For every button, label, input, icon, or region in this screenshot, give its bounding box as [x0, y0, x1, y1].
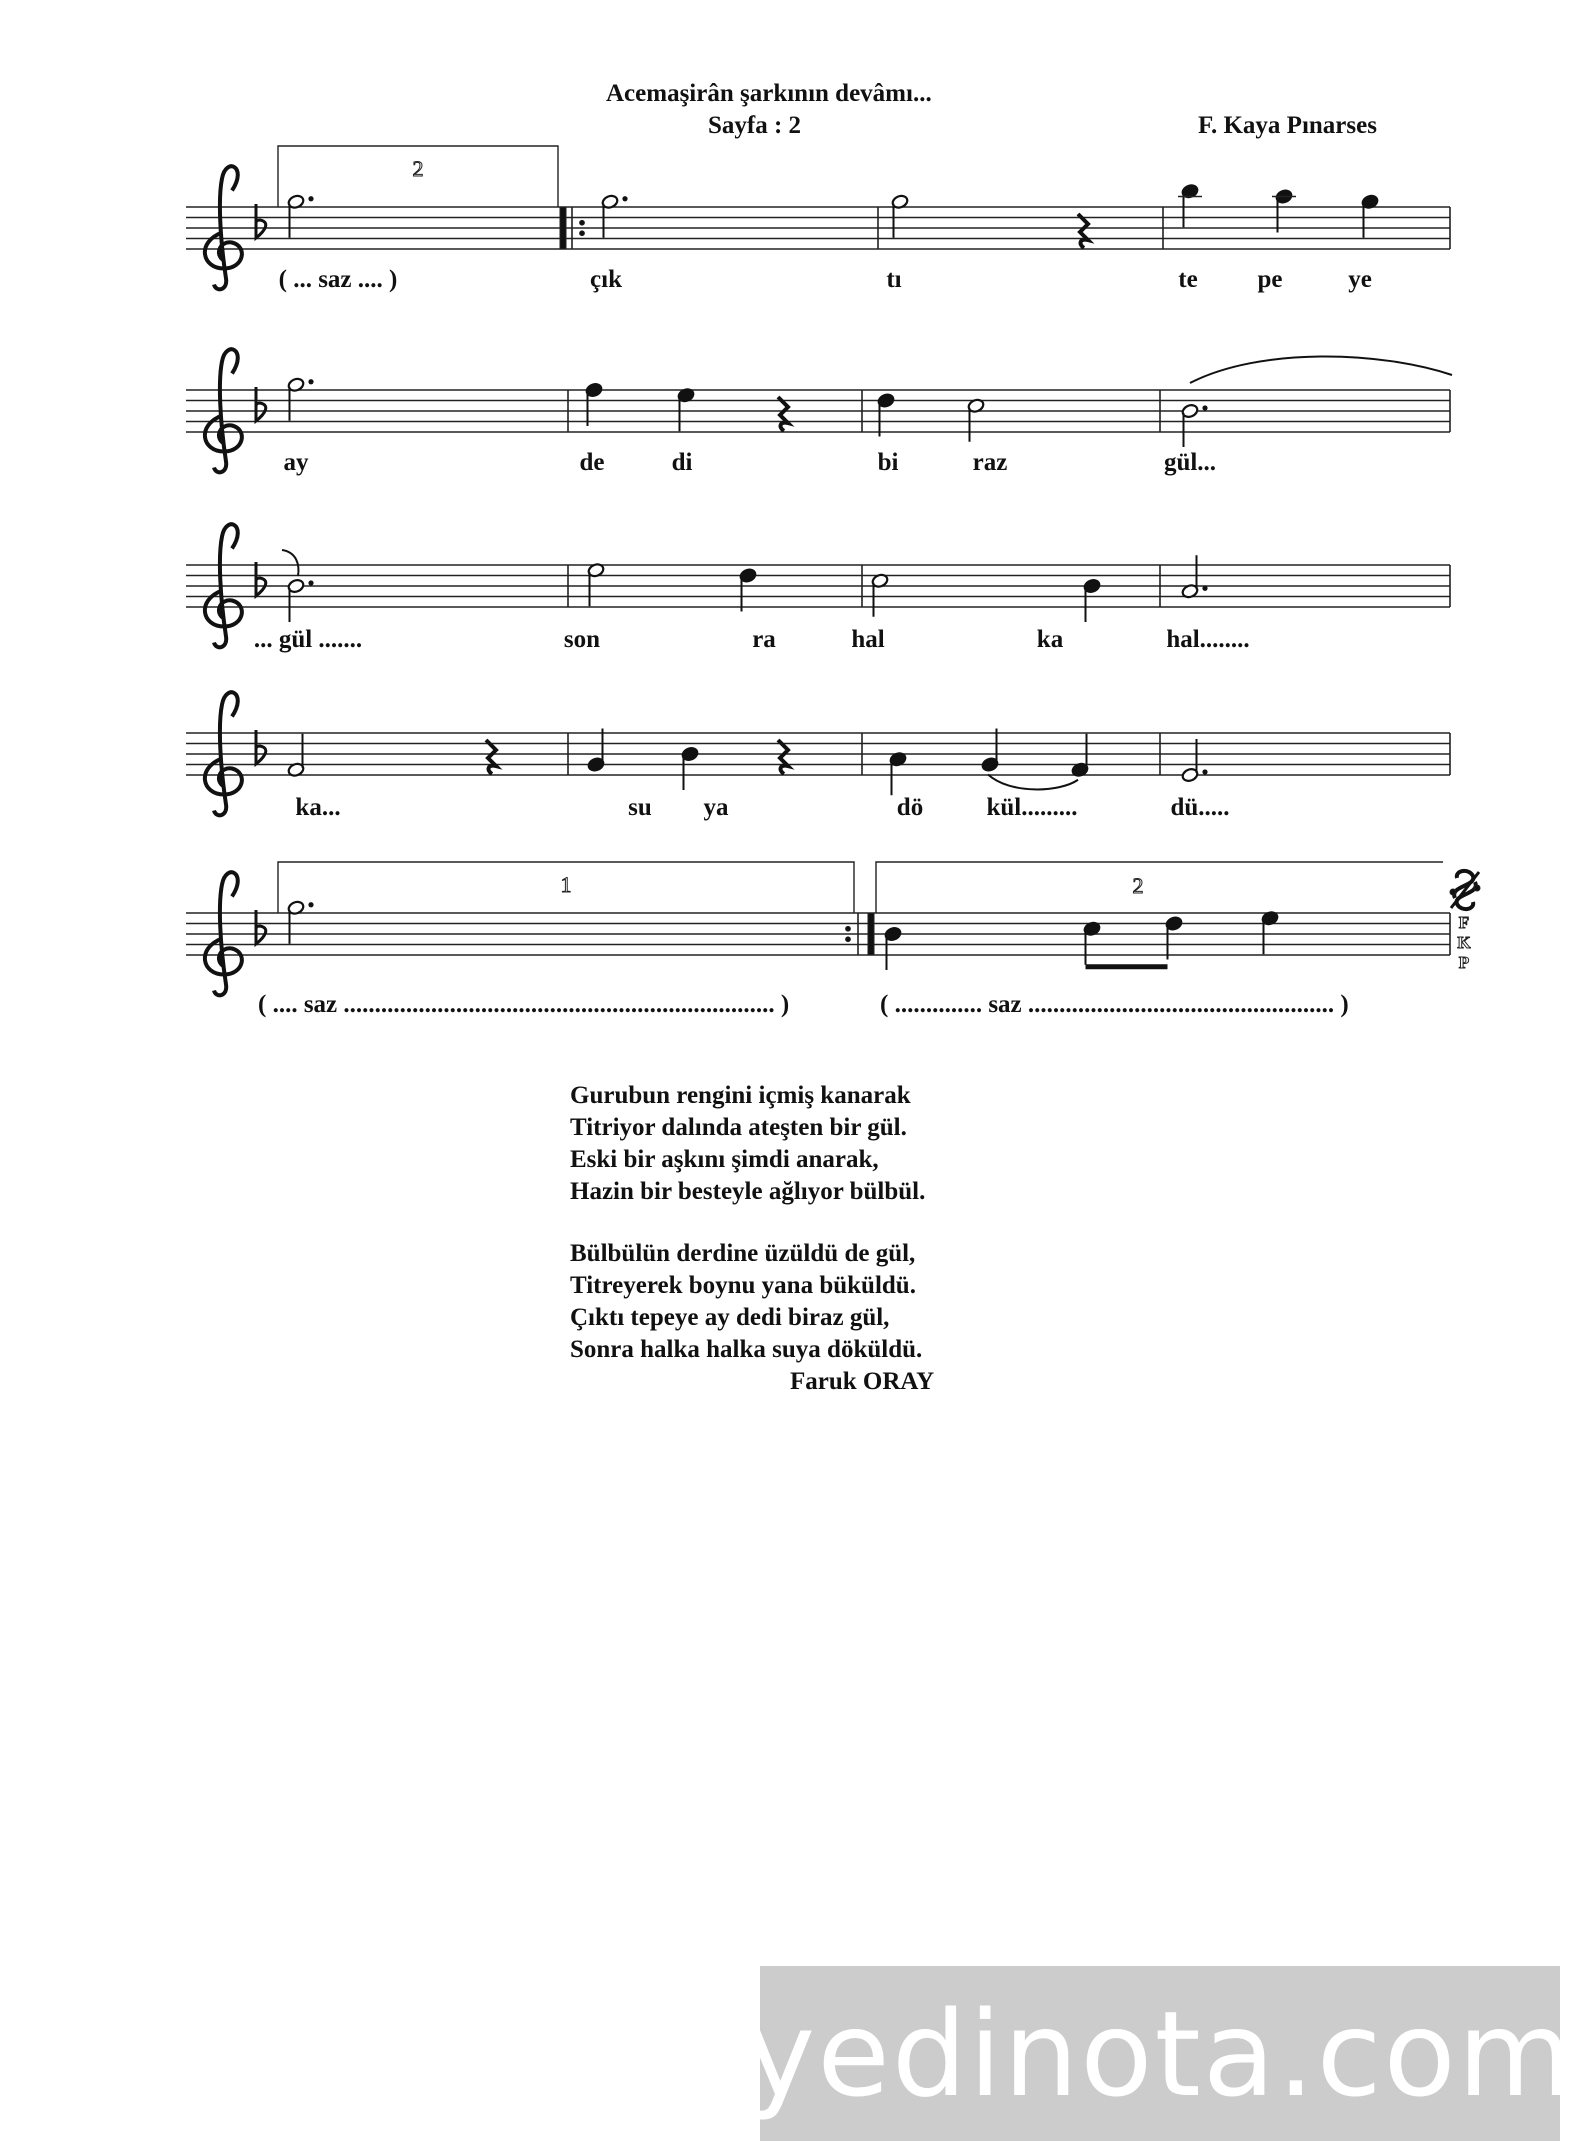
note [1071, 734, 1089, 778]
note-dot [1202, 405, 1207, 410]
lyric-syllable: te [1178, 266, 1198, 293]
flat-icon [256, 204, 266, 238]
lyric-syllable: ( .... saz ..................................................................... ) [258, 991, 790, 1018]
lyric-syllable: raz [972, 449, 1008, 476]
lyric-syllable: hal [851, 626, 885, 653]
note [1181, 739, 1208, 783]
flat-icon [256, 562, 266, 596]
poem-stanza-2 [570, 1238, 934, 1398]
note [1083, 578, 1101, 622]
lyric-syllable: ka [1036, 626, 1064, 653]
note [1361, 194, 1379, 238]
note [1165, 916, 1183, 960]
note [677, 387, 695, 431]
volta-bracket-number: 1 [560, 872, 572, 897]
song-title: Acemaşirân şarkının devâmı... [606, 80, 932, 107]
lyric-syllable: ra [752, 626, 776, 653]
repeat-dot [846, 937, 851, 942]
flat-icon [256, 730, 266, 764]
note-dot [308, 196, 313, 201]
poem-author: Faruk ORAY [790, 1368, 935, 1395]
note [287, 578, 314, 622]
lyric-syllable: ka... [295, 794, 341, 821]
note [681, 746, 699, 790]
poem-line: Sonra halka halka suya döküldü. [570, 1336, 923, 1363]
poem-line: Eski bir aşkını şimdi anarak, [570, 1146, 879, 1173]
poem-line: Bülbülün derdine üzüldü de gül, [570, 1240, 916, 1267]
note [884, 926, 902, 970]
repeat-bar [868, 913, 874, 955]
repeat-bar [560, 207, 566, 249]
volta-bracket-number: 2 [1132, 873, 1144, 898]
poem-line: Çıktı tepeye ay dedi biraz gül, [570, 1304, 890, 1331]
lyric-syllable: dü..... [1170, 794, 1230, 821]
volta-bracket [876, 862, 1443, 913]
lyric-syllable: pe [1257, 266, 1283, 293]
poem-line: Hazin bir besteyle ağlıyor bülbül. [570, 1178, 926, 1205]
lyric-syllable: ... gül ....... [253, 626, 363, 653]
lyric-syllable: bi [877, 449, 899, 476]
note [287, 900, 314, 944]
note [601, 194, 628, 238]
flat-icon [256, 387, 266, 421]
lyric-syllable: ya [703, 794, 729, 821]
note-dot [308, 902, 313, 907]
note [967, 398, 985, 442]
note [587, 729, 605, 773]
lyric-syllable: de [579, 449, 605, 476]
note [1083, 921, 1101, 965]
quarter-rest-icon [1078, 214, 1088, 248]
lyric-syllable: çık [590, 266, 622, 293]
note [1178, 183, 1202, 227]
note [585, 382, 603, 426]
watermark [745, 1966, 1575, 2141]
note [1261, 910, 1279, 954]
end-mark-letter: F [1458, 913, 1470, 932]
tie-slur [988, 775, 1078, 790]
repeat-dot [846, 926, 851, 931]
note-dot [1202, 586, 1207, 591]
note [871, 573, 889, 617]
note [1272, 189, 1296, 233]
tie-slur [1190, 356, 1452, 383]
volta-bracket-number: 2 [412, 156, 424, 181]
lyric-syllable: ay [283, 449, 309, 476]
lyric-syllable: gül... [1163, 449, 1217, 476]
lyric-syllable: son [563, 626, 601, 653]
segno-icon [1450, 871, 1480, 909]
poem-line: Titriyor dalında ateşten bir gül. [570, 1114, 907, 1141]
note [891, 194, 909, 238]
end-mark-letter: K [1457, 933, 1471, 952]
quarter-rest-icon [778, 397, 788, 431]
note [1181, 555, 1208, 599]
lyric-syllable: su [628, 794, 652, 821]
lyric-syllable: dö [896, 794, 924, 821]
note-dot [622, 196, 627, 201]
note-dot [1202, 769, 1207, 774]
note [287, 194, 314, 238]
lyric-syllable: ( .............. saz ................................................. ) [880, 991, 1349, 1018]
composer-name: F. Kaya Pınarses [1198, 112, 1377, 139]
lyric-syllable: ye [1348, 266, 1372, 293]
poem-line: Titreyerek boynu yana büküldü. [570, 1272, 916, 1299]
note [739, 568, 757, 612]
quarter-rest-icon [486, 740, 496, 774]
flat-icon [256, 910, 266, 944]
repeat-dot [580, 231, 585, 236]
note [889, 751, 907, 795]
note [287, 377, 314, 421]
note [287, 734, 305, 778]
lyric-syllable: ( ... saz .... ) [278, 266, 398, 293]
tie-slur [282, 550, 298, 576]
repeat-dot [580, 220, 585, 225]
lyric-syllable: kül......... [986, 794, 1078, 821]
page-number: Sayfa : 2 [708, 112, 802, 139]
note [877, 393, 895, 437]
poem-line: Gurubun rengini içmiş kanarak [570, 1082, 911, 1109]
note-dot [308, 379, 313, 384]
quarter-rest-icon [778, 740, 788, 774]
watermark-text: yedinota.com [745, 1984, 1575, 2123]
lyric-syllable: hal........ [1166, 626, 1250, 653]
lyric-syllable: di [671, 449, 693, 476]
note-dot [308, 580, 313, 585]
poem [570, 1080, 934, 1398]
poem-stanza-1 [570, 1080, 934, 1208]
end-mark-letter: P [1458, 953, 1470, 972]
lyric-syllable: tı [886, 266, 902, 293]
note [587, 562, 605, 606]
note [1181, 403, 1208, 447]
note [981, 729, 999, 773]
